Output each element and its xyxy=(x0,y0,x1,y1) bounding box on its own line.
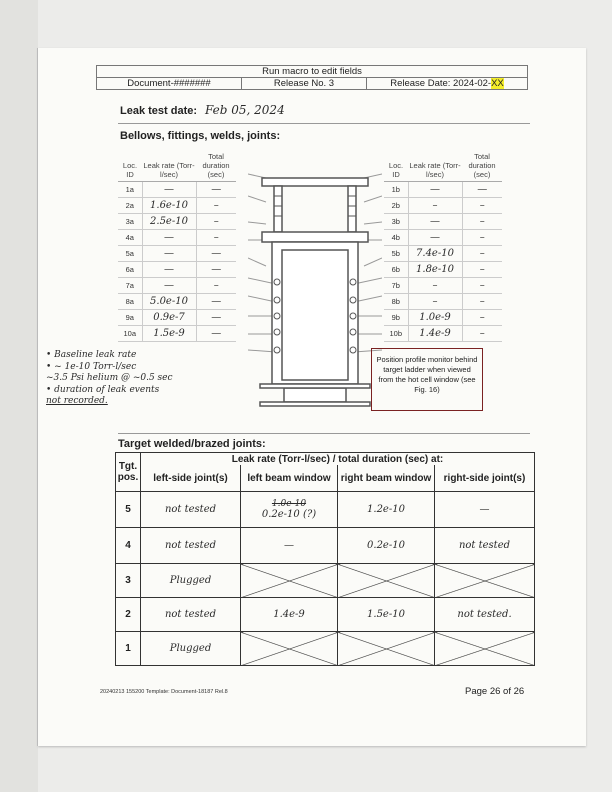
note-line: ~3.5 Psi helium @ ~0.5 sec xyxy=(46,373,173,383)
duration: – xyxy=(462,214,502,230)
table-row xyxy=(116,632,535,666)
right-joint-value xyxy=(435,598,535,632)
target-position: 2 xyxy=(116,598,141,632)
table-row xyxy=(384,310,502,326)
col-right-window: right beam window xyxy=(338,465,435,492)
right-window-value xyxy=(338,492,435,528)
divider xyxy=(118,123,530,124)
release-date: Release Date: 2024-02-XX xyxy=(367,78,528,90)
release-number: Release No. 3 xyxy=(242,78,367,90)
note-line: • ~ 1e-10 Torr-l/sec xyxy=(46,361,137,372)
table-row xyxy=(384,214,502,230)
loc-id: 1b xyxy=(384,182,408,198)
loc-id: 10b xyxy=(384,326,408,342)
leak-rate: — xyxy=(142,230,196,246)
duration: – xyxy=(196,214,236,230)
loc-id: 6b xyxy=(384,262,408,278)
right-window-value xyxy=(338,632,435,666)
table-row xyxy=(384,326,502,342)
cell-text: not tested. xyxy=(457,609,512,620)
cell-text: 1.5e-10 xyxy=(367,609,405,620)
release-date-placeholder: XX xyxy=(491,78,504,89)
duration: – xyxy=(196,198,236,214)
duration: – xyxy=(462,278,502,294)
loc-id: 1a xyxy=(118,182,142,198)
col-loc: Loc. ID xyxy=(118,152,142,182)
loc-id: 6a xyxy=(118,262,142,278)
loc-id: 4a xyxy=(118,230,142,246)
target-position: 1 xyxy=(116,632,141,666)
loc-id: 10a xyxy=(118,326,142,342)
loc-id: 3a xyxy=(118,214,142,230)
table-row xyxy=(384,230,502,246)
leak-rate: 1.8e-10 xyxy=(408,262,462,278)
loc-id: 9a xyxy=(118,310,142,326)
table-row xyxy=(118,262,236,278)
target-position: 3 xyxy=(116,564,141,598)
left-joint-value xyxy=(141,528,241,564)
left-joint-value xyxy=(141,632,241,666)
target-section-title: Target welded/brazed joints: xyxy=(118,438,266,450)
duration: – xyxy=(462,198,502,214)
leak-rate: — xyxy=(408,214,462,230)
leak-test-date-label: Leak test date: xyxy=(120,105,198,117)
cell-text: not tested xyxy=(458,540,511,551)
monitor-note-box: Position profile monitor behind target ladder when viewed from the hot cell window (see Fig. 16) xyxy=(371,348,483,411)
loc-id: 2a xyxy=(118,198,142,214)
note-line: • Baseline leak rate xyxy=(46,350,137,360)
table-row xyxy=(118,326,236,342)
left-window-value xyxy=(241,564,338,598)
document-header xyxy=(96,65,528,90)
table-row xyxy=(384,262,502,278)
duration: – xyxy=(462,230,502,246)
cell-text: Plugged xyxy=(169,575,212,586)
table-row xyxy=(384,182,502,198)
col-tgt-pos: Tgt. pos. xyxy=(116,453,141,492)
col-rate: Leak rate (Torr-l/sec) xyxy=(408,152,462,182)
left-window-value xyxy=(241,598,338,632)
col-duration: Total duration (sec) xyxy=(196,152,236,182)
table-row xyxy=(116,598,535,632)
loc-id: 5b xyxy=(384,246,408,262)
col-loc: Loc. ID xyxy=(384,152,408,182)
right-joint-value xyxy=(435,528,535,564)
loc-id: 2b xyxy=(384,198,408,214)
target-position: 5 xyxy=(116,492,141,528)
divider xyxy=(118,433,530,434)
handwritten-notes xyxy=(46,350,173,408)
right-window-value xyxy=(338,528,435,564)
cell-text: 0.2e-10 (?) xyxy=(261,509,317,520)
table-row xyxy=(116,564,535,598)
note-line: • duration of leak events xyxy=(46,384,160,395)
table-row xyxy=(116,492,535,528)
col-left-joint: left-side joint(s) xyxy=(141,465,241,492)
leak-rate: 5.0e-10 xyxy=(142,294,196,310)
leak-rate: — xyxy=(408,182,462,198)
col-left-window: left beam window xyxy=(241,465,338,492)
leak-rate: — xyxy=(142,262,196,278)
table-row xyxy=(384,198,502,214)
duration: — xyxy=(196,262,236,278)
leak-rate: — xyxy=(142,246,196,262)
loc-id: 4b xyxy=(384,230,408,246)
leak-rate: 1.5e-9 xyxy=(142,326,196,342)
col-right-joint: right-side joint(s) xyxy=(435,465,535,492)
left-joint-value xyxy=(141,564,241,598)
loc-id: 7a xyxy=(118,278,142,294)
right-window-value xyxy=(338,564,435,598)
target-ladder-diagram xyxy=(248,166,382,416)
cell-text: not tested xyxy=(164,609,217,620)
loc-id: 7b xyxy=(384,278,408,294)
left-joint-value xyxy=(141,492,241,528)
table-row xyxy=(118,230,236,246)
loc-id: 5a xyxy=(118,246,142,262)
left-window-value xyxy=(241,492,338,528)
leak-rate: — xyxy=(408,230,462,246)
table-row xyxy=(118,246,236,262)
duration: — xyxy=(196,294,236,310)
leak-test-date: Feb 05, 2024 xyxy=(205,103,285,117)
right-joint-value xyxy=(435,564,535,598)
cell-text: — xyxy=(284,540,294,551)
cell-text: — xyxy=(479,504,490,515)
duration: – xyxy=(196,230,236,246)
document-id: Document-####### xyxy=(97,78,242,90)
loc-id: 9b xyxy=(384,310,408,326)
target-position: 4 xyxy=(116,528,141,564)
table-row xyxy=(118,278,236,294)
scan-margin xyxy=(0,0,38,792)
right-joint-value xyxy=(435,492,535,528)
left-window-value xyxy=(241,528,338,564)
left-window-value xyxy=(241,632,338,666)
bellows-table-left xyxy=(118,152,236,342)
leak-rate: 0.9e-7 xyxy=(142,310,196,326)
cell-text: Plugged xyxy=(169,643,212,654)
duration: – xyxy=(462,310,502,326)
leak-rate: 1.4e-9 xyxy=(408,326,462,342)
leak-rate: 1.0e-9 xyxy=(408,310,462,326)
cell-text: 0.2e-10 xyxy=(367,540,405,551)
leak-rate: — xyxy=(142,182,196,198)
footer-template: 20240213 155200 Template: Document-18187 Rel.8 xyxy=(100,689,228,695)
duration: – xyxy=(462,294,502,310)
table-row xyxy=(384,294,502,310)
leak-rate: – xyxy=(408,294,462,310)
leak-rate: 2.5e-10 xyxy=(142,214,196,230)
duration: — xyxy=(196,182,236,198)
struck-value: 1.0e-10 xyxy=(271,499,307,509)
note-line: not recorded. xyxy=(46,396,108,406)
right-joint-value xyxy=(435,632,535,666)
bellows-table-right xyxy=(384,152,502,342)
loc-id: 8a xyxy=(118,294,142,310)
left-joint-value xyxy=(141,598,241,632)
cell-text: 1.2e-10 xyxy=(367,504,405,515)
leak-rate: — xyxy=(142,278,196,294)
table-row xyxy=(118,294,236,310)
leak-rate: 1.6e-10 xyxy=(142,198,196,214)
duration: – xyxy=(462,262,502,278)
table-row xyxy=(118,310,236,326)
cell-text: not tested xyxy=(164,540,217,551)
col-duration: Total duration (sec) xyxy=(462,152,502,182)
page-number: Page 26 of 26 xyxy=(465,686,525,697)
leak-rate: – xyxy=(408,278,462,294)
right-window-value xyxy=(338,598,435,632)
table-row xyxy=(116,528,535,564)
loc-id: 8b xyxy=(384,294,408,310)
leak-rate: – xyxy=(408,198,462,214)
cell-text: not tested xyxy=(164,504,217,515)
duration: — xyxy=(196,246,236,262)
duration: – xyxy=(462,246,502,262)
duration: — xyxy=(196,310,236,326)
table-row xyxy=(384,278,502,294)
leak-rate: 7.4e-10 xyxy=(408,246,462,262)
duration: — xyxy=(462,182,502,198)
duration: — xyxy=(196,326,236,342)
col-rate: Leak rate (Torr-l/sec) xyxy=(142,152,196,182)
loc-id: 3b xyxy=(384,214,408,230)
table-row xyxy=(118,182,236,198)
cell-text: 1.4e-9 xyxy=(273,609,305,620)
duration: – xyxy=(462,326,502,342)
group-header: Leak rate (Torr-l/sec) / total duration (sec) at: xyxy=(141,453,535,466)
bellows-section-title: Bellows, fittings, welds, joints: xyxy=(120,130,281,142)
target-joints-table xyxy=(115,452,535,666)
macro-title[interactable]: Run macro to edit fields xyxy=(97,66,528,78)
table-row xyxy=(384,246,502,262)
table-row xyxy=(118,214,236,230)
duration: – xyxy=(196,278,236,294)
table-row xyxy=(118,198,236,214)
